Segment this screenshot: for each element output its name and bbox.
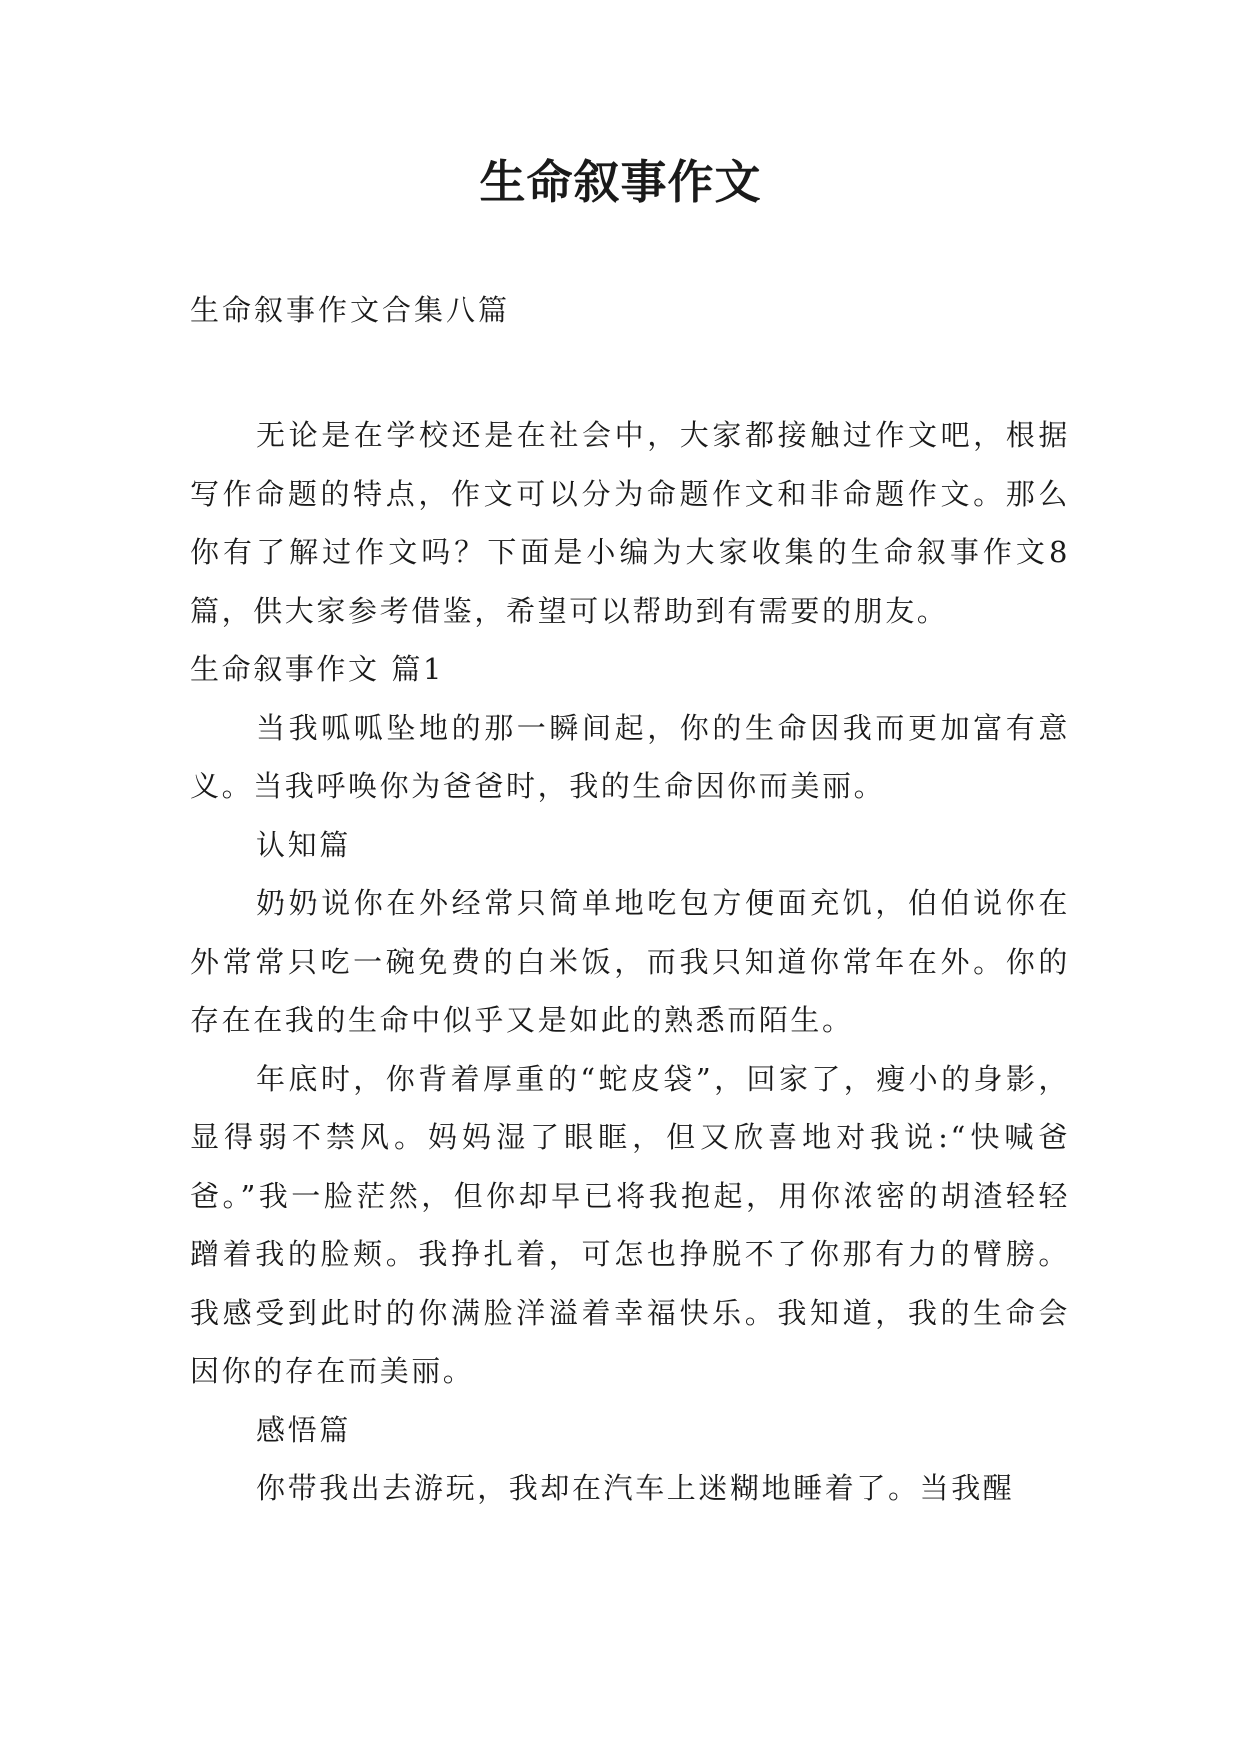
document-body bbox=[190, 406, 1070, 1518]
paragraph: 奶奶说你在外经常只简单地吃包方便面充饥，伯伯说你在外常常只吃一碗免费的白米饭，而我只知道你常年在外。你的存在在我的生命中似乎又是如此的熟悉而陌生。 bbox=[190, 886, 1070, 1037]
section-heading: 生命叙事作文 篇1 bbox=[190, 652, 445, 686]
paragraph: 年底时，你背着厚重的“蛇皮袋”，回家了，瘦小的身影，显得弱不禁风。妈妈湿了眼眶，但又欣喜地对我说:“快喊爸爸。”我一脸茫然，但你却早已将我抱起，用你浓密的胡渣轻轻蹭着我的脸颊。我挣扎着，可怎也挣脱不了你那有力的臂膀。我感受到此时的你满脸洋溢着幸福快乐。我知道，我的生命会因你的存在而美丽。 bbox=[190, 1061, 1070, 1388]
paragraph: 当我呱呱坠地的那一瞬间起，你的生命因我而更加富有意义。当我呼唤你为爸爸时，我的生命因你而美丽。 bbox=[190, 710, 1070, 803]
paragraph-intro: 无论是在学校还是在社会中，大家都接触过作文吧，根据写作命题的特点，作文可以分为命题作文和非命题作文。那么你有了解过作文吗？下面是小编为大家收集的生命叙事作文8篇，供大家参考借鉴，希望可以帮助到有需要的朋友。 bbox=[190, 418, 1070, 628]
subsection-heading: 认知篇 bbox=[256, 827, 351, 862]
paragraph: 你带我出去游玩，我却在汽车上迷糊地睡着了。当我醒 bbox=[256, 1471, 1015, 1505]
page-title: 生命叙事作文 bbox=[479, 155, 762, 209]
subsection-heading: 感悟篇 bbox=[256, 1412, 351, 1447]
document-subtitle: 生命叙事作文合集八篇 bbox=[190, 293, 511, 327]
